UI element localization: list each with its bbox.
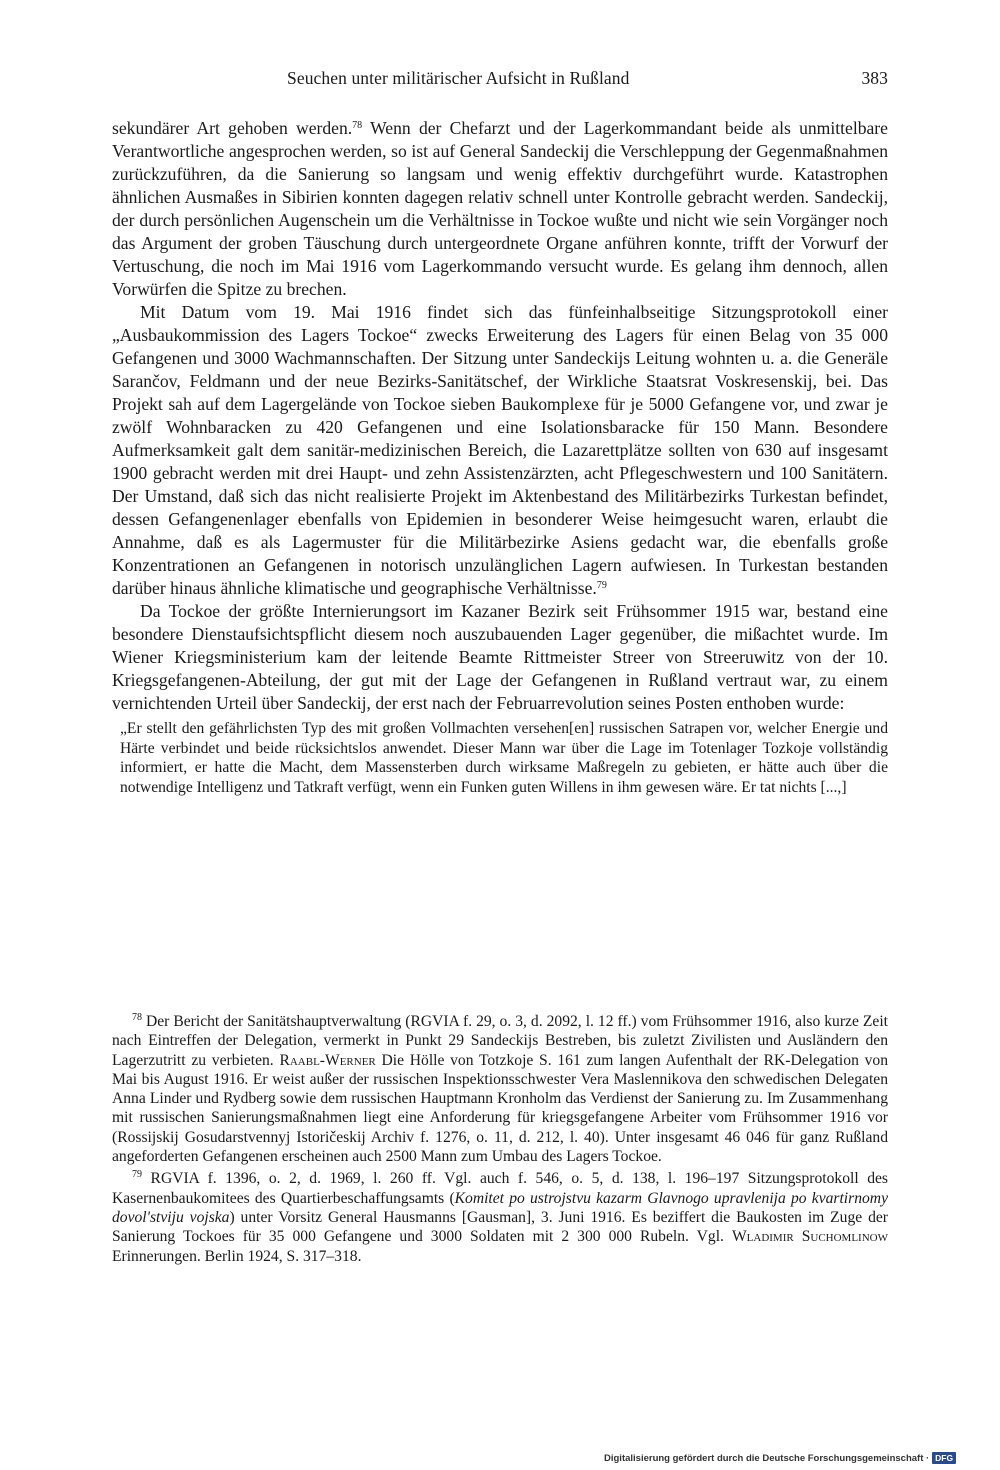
main-text — [112, 117, 888, 797]
footnote-78-text-b: Die Hölle von Totzkoje S. 161 zum langen Aufenthalt der RK-Delegation von Mai bis August 1916. Er weist außer der russischen Inspektionsschwester Vera Maslennikova den schwedischen Delegaten Anna Linder und Rydberg sowie dem russischen Hauptmann Kronholm das Verdienst der Sanierung zu. Im Zusammenhang mit russischen Sanierungsmaßnahmen liegt eine Anforderung für kriegsgefangene Arbeiter vom Frühsommer 1916 vor (Rossijskij Gosudarstvennyj Istoričeskij Archiv f. 1276, o. 11, d. 212, l. 40). Unter insgesamt 46 046 für ganz Rußland angeforderten Gefangenen erscheinen auch 2500 Mann zum Umbau des Lagers Tockoe. — [112, 1051, 888, 1166]
paragraph-2-text: Mit Datum vom 19. Mai 1916 findet sich das fünfeinhalbseitige Sitzungsprotokoll einer „Ausbaukommission des Lagers Tockoe“ zwecks Erweiterung des Lagers für einen Belag von 35 000 Gefangenen und 3000 Wachmannschaften. Der Sitzung unter Sandeckijs Leitung wohnten u. a. die Generäle Sarančov, Feldmann und der neue Bezirks-Sanitätschef, der Wirkliche Staatsrat Voskresenskij, bei. Das Projekt sah auf dem Lagergelände von Tockoe sieben Baukomplexe für je 5000 Gefangene vor, und zwar je zwölf Wohnbaracken zu 420 Gefangenen und eine Isolationsbaracke für 150 Mann. Besondere Aufmerksamkeit galt dem sanitär-medizinischen Bereich, die Lazarettplätze sollten von 630 auf insgesamt 1900 gebracht werden mit drei Haupt- und zehn Assistenzärzten, acht Pflegeschwestern und 100 Sanitätern. Der Umstand, daß sich das nicht realisierte Projekt im Aktenbestand des Militärbezirks Turkestan befindet, dessen Gefangenenlager ebenfalls von Epidemien in besonderer Weise heimgesucht waren, erlaubt die Annahme, daß es als Lagermuster für die Militärbezirke Asiens gedacht war, die ebenfalls große Konzentrationen an Gefangenen in notorisch unzulänglichen Lagern aufwiesen. In Turkestan bestanden darüber hinaus ähnliche klimatische und geographische Verhältnisse. — [112, 302, 888, 598]
footnote-ref-78[interactable]: 78 — [352, 120, 363, 131]
footnotes — [112, 1012, 888, 1269]
footnote-79-author: Wladimir Suchomlinow — [731, 1228, 888, 1246]
footnote-79 — [112, 1169, 888, 1265]
block-quote: „Er stellt den gefährlichsten Typ des mit großen Vollmachten versehen[en] russischen Satrapen vor, welcher Energie und Härte verbindet und beide rücksichtslos anwendet. Dieser Mann war über die Lage im Totenlager Tozkoje vollständig informiert, er hatte die Macht, dem Massensterben durch wirksame Maßregeln zu gebieten, er hätte auch über die notwendige Intelligenz und Tatkraft verfügt, wenn ein Funken guten Willens in ihm gewesen wäre. Er tat nichts [...,] — [120, 720, 888, 796]
footnote-78 — [112, 1012, 888, 1166]
paragraph-1-rest: Wenn der Chefarzt und der Lagerkommandant beide als unmittelbare Verantwortliche angesprochen werden, so ist auf General Sandeckij die Verschleppung der Gegenmaßnahmen zurückzuführen, da die Sanierung so langsam und wenig effektiv durchgeführt wurde. Katastrophen ähnlichen Ausmaßes in Sibirien konnten dagegen relativ schnell unter Kontrolle gebracht werden. Sandeckij, der durch persönlichen Augenschein um die Verhältnisse in Tockoe wußte und nicht wie sein Vorgänger noch das Argument der groben Täuschung durch untergeordnete Organe anführen konnte, trifft der Vorwurf der Vertuschung, die noch im Mai 1916 vom Lagerkommando versucht wurde. Es gelang ihm dennoch, allen Vorwürfen die Spitze zu brechen. — [112, 118, 888, 299]
footnote-ref-79[interactable]: 79 — [596, 580, 607, 591]
footnote-79-number: 79 — [132, 1169, 142, 1181]
footnote-79-text-c: Erinnerungen. Berlin 1924, S. 317–318. — [112, 1247, 362, 1265]
footnote-79-text-b: ) unter Vorsitz General Hausmanns [Gausman], 3. Juni 1916. Es beziffert die Baukosten im Zuge der Sanierung Tockoes für 35 000 Gefangene und 3000 Soldaten mit 2 300 000 Rubeln. Vgl. — [112, 1208, 888, 1246]
page-number: 383 — [861, 68, 888, 88]
running-header — [112, 68, 888, 94]
paragraph-3: Da Tockoe der größte Internierungsort im Kazaner Bezirk seit Frühsommer 1915 war, bestand eine besondere Dienstaufsichtspflicht diesem noch auszubauenden Lager gegenüber, die mißachtet wurde. Im Wiener Kriegsministerium kam der leitende Beamte Rittmeister Streer von Streeruwitz von der 10. Kriegsgefangenen-Abteilung, der gut mit der Lage der Gefangenen in Rußland vertraut war, zu einem vernichtenden Urteil über Sandeckij, der erst nach der Februarrevolution seines Posten enthoben wurde: — [112, 601, 888, 713]
dfg-logo-icon: DFG — [932, 1452, 956, 1464]
footnote-79-text-a: RGVIA f. 1396, o. 2, d. 1969, l. 260 ff. Vgl. auch f. 546, o. 5, d. 138, l. 196–197 Sitzungsprotokoll des Kasernenbaukomitees des Quartierbeschaffungsamts ( — [112, 1170, 888, 1207]
paragraph-1 — [112, 117, 888, 301]
running-title: Seuchen unter militärischer Aufsicht in Rußland — [287, 68, 630, 88]
paragraph-1-start: sekundärer Art gehoben werden. — [112, 118, 353, 138]
credit-text: Digitalisierung gefördert durch die Deutsche Forschungsgemeinschaft · — [604, 1452, 930, 1464]
footnote-79-italic-title: Komitet po ustrojstvu kazarm Glavnogo upravlenija po kvartirnomy dovol'stviju vojska — [112, 1189, 888, 1226]
digitization-credit — [604, 1451, 956, 1465]
footnote-78-text-a: Der Bericht der Sanitätshauptverwaltung (RGVIA f. 29, o. 3, d. 2092, l. 12 ff.) vom Frühsommer 1916, also kurze Zeit nach Eintreffen der Delegation, vermerkt in Punkt 29 Sandeckijs Bestreben, bis zuletzt Zivilisten und Ausländern den Lagerzutritt zu verbieten. — [112, 1013, 888, 1069]
footnote-78-author: Raabl-Werner — [279, 1051, 376, 1069]
paragraph-2 — [112, 301, 888, 600]
footnote-78-number: 78 — [132, 1012, 142, 1023]
